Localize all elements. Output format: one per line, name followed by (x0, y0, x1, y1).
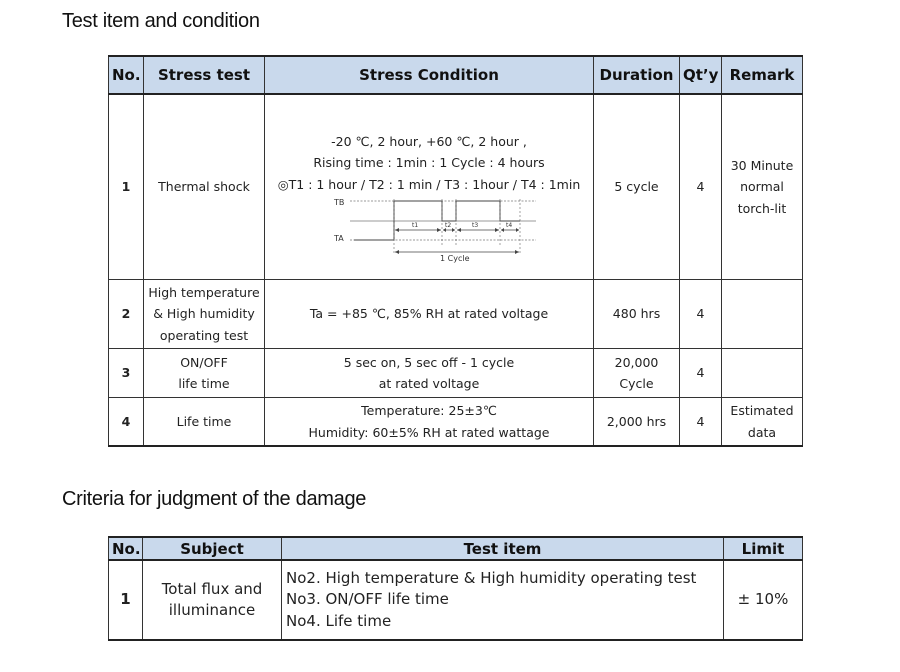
stress-test-line: Thermal shock (158, 179, 250, 195)
condition-line: 5 sec on, 5 sec off - 1 cycle (343, 354, 515, 370)
test-item-line: No4. Life time (286, 611, 392, 630)
limit-cell: ± 10% (724, 560, 803, 640)
stress-condition-cell (265, 349, 594, 398)
row-no: 2 (109, 280, 144, 349)
header-remark: Remark (722, 56, 803, 94)
duration-line: 480 hrs (612, 306, 661, 322)
section-title-criteria: Criteria for judgment of the damage (62, 488, 367, 510)
duration-cell (594, 349, 680, 398)
diagram-label-low: TA (334, 234, 344, 244)
diagram-cycle-label: 1 Cycle (440, 254, 470, 264)
qty-cell: 4 (680, 280, 722, 349)
stress-test-line: Life time (176, 413, 232, 429)
condition-line: -20 ℃, 2 hour, +60 ℃, 2 hour , (331, 133, 527, 149)
condition-line: Temperature: 25±3℃ (361, 403, 497, 418)
diagram-label-high: TB (334, 198, 345, 208)
test-item-table (108, 55, 803, 447)
section-title-test-items: Test item and condition (62, 10, 260, 32)
thermal-cycle-diagram (332, 197, 542, 263)
stress-test-line: life time (178, 376, 230, 391)
remark-line: 30 Minute (730, 157, 794, 173)
subject-line: Total flux and (161, 579, 263, 598)
remark-cell (722, 94, 803, 280)
test-item-line: No2. High temperature & High humidity operating test (286, 568, 697, 587)
row-no: 1 (109, 94, 144, 280)
stress-condition-cell (265, 280, 594, 349)
diagram-t-label: t4 (506, 222, 513, 230)
qty-cell: 4 (680, 398, 722, 447)
row-no: 3 (109, 349, 144, 398)
test-item-header-row (109, 56, 803, 94)
header-no: No. (109, 537, 143, 560)
test-item-line: No3. ON/OFF life time (286, 590, 449, 609)
header-limit: Limit (724, 537, 803, 560)
table-row (109, 560, 803, 640)
header-test-item: Test item (282, 537, 724, 560)
row-no: 4 (109, 398, 144, 447)
duration-line: 5 cycle (614, 179, 659, 195)
stress-test-cell (144, 94, 265, 280)
table-row (109, 94, 803, 280)
stress-condition-cell (265, 398, 594, 447)
criteria-header-row (109, 537, 803, 560)
table-row (109, 349, 803, 398)
test-item-cell (282, 560, 724, 640)
header-subject: Subject (143, 537, 282, 560)
condition-line: Humidity: 60±5% RH at rated wattage (308, 424, 550, 440)
stress-test-cell (144, 398, 265, 447)
duration-line: 20,000 (614, 354, 659, 370)
header-stress-test: Stress test (144, 56, 265, 94)
row-no: 1 (109, 560, 143, 640)
table-row (109, 280, 803, 349)
condition-line: Rising time : 1min : 1 Cycle : 4 hours (313, 155, 545, 171)
condition-line: ◎T1 : 1 hour / T2 : 1 min / T3 : 1hour / T4 : 1min (277, 176, 581, 192)
qty-cell: 4 (680, 349, 722, 398)
duration-line: 2,000 hrs (606, 413, 667, 429)
header-stress-condition: Stress Condition (265, 56, 594, 94)
header-duration: Duration (594, 56, 680, 94)
condition-line: at rated voltage (378, 376, 480, 391)
duration-cell (594, 94, 680, 280)
table-row (109, 398, 803, 447)
remark-cell (722, 280, 803, 349)
header-no: No. (109, 56, 144, 94)
criteria-table (108, 536, 803, 641)
subject-line: illuminance (168, 601, 256, 619)
remark-cell (722, 398, 803, 447)
diagram-t-label: t1 (412, 222, 419, 230)
duration-cell (594, 398, 680, 447)
condition-line: Ta = +85 ℃, 85% RH at rated voltage (309, 306, 549, 322)
stress-condition-cell (265, 94, 594, 280)
subject-cell (143, 560, 282, 640)
remark-line: torch-lit (737, 200, 787, 216)
remark-line: data (747, 424, 777, 440)
stress-test-line: operating test (159, 327, 249, 343)
remark-cell (722, 349, 803, 398)
qty-cell: 4 (680, 94, 722, 280)
header-qty: Qt’y (680, 56, 722, 94)
stress-test-line: High temperature (148, 284, 260, 300)
duration-line: Cycle (619, 376, 654, 391)
duration-cell (594, 280, 680, 349)
remark-line: normal (740, 179, 784, 195)
stress-test-line: & High humidity (153, 306, 255, 322)
stress-test-cell (144, 280, 265, 349)
diagram-t-label: t2 (445, 222, 452, 230)
diagram-t-label: t3 (472, 222, 479, 230)
stress-test-cell (144, 349, 265, 398)
remark-line: Estimated (730, 403, 794, 418)
stress-test-line: ON/OFF (180, 354, 228, 370)
